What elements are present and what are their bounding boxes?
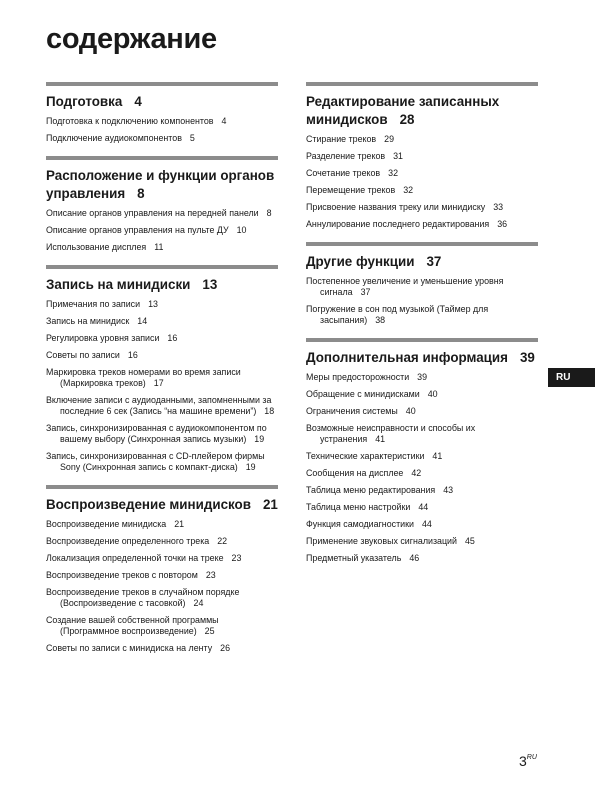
toc-entry (306, 151, 538, 162)
section-heading (46, 93, 278, 111)
toc-entry-page: 29 (384, 134, 395, 144)
toc-entry-text: Советы по записи (46, 350, 120, 360)
toc-entry (46, 570, 278, 581)
section-heading (46, 167, 278, 203)
toc-entry-page: 8 (266, 208, 272, 218)
toc-entry (46, 643, 278, 654)
toc-entry (46, 536, 278, 547)
toc-entry-page: 33 (493, 202, 504, 212)
toc-entry-text: Сообщения на дисплее (306, 468, 404, 478)
toc-entry-text: Воспроизведение треков с повтором (46, 570, 198, 580)
toc-entry-page: 4 (221, 116, 227, 126)
toc-entry-text: Запись на минидиск (46, 316, 130, 326)
toc-entry (306, 406, 538, 417)
toc-entry (306, 168, 538, 179)
toc-entry-page: 31 (393, 151, 403, 161)
section-divider (46, 265, 278, 269)
toc-entry-text: Меры предосторожности (306, 372, 410, 382)
toc-entry-page: 41 (375, 434, 386, 444)
toc-entry (306, 451, 538, 462)
toc-entry-page: 26 (220, 643, 231, 653)
page-title: содержание (46, 23, 217, 55)
toc-entry (306, 134, 538, 145)
toc-entry-page: 42 (411, 468, 422, 478)
toc-entry-page: 43 (443, 485, 454, 495)
toc-entry (46, 587, 278, 609)
toc-entry-text: Стирание треков (306, 134, 377, 144)
section-heading-page: 4 (134, 94, 142, 109)
toc-entry-page: 19 (254, 434, 265, 444)
section-heading-text: Расположение и функции органов управления (46, 168, 275, 201)
toc-entry-text: Использование дисплея (46, 242, 147, 252)
toc-entry-page: 40 (427, 389, 438, 399)
toc-entry-page: 13 (148, 299, 158, 309)
toc-entry-text: Функция самодиагностики (306, 519, 414, 529)
toc-entry-text: Технические характеристики (306, 451, 425, 461)
toc-entry-text: Присвоение названия треку или минидиску (306, 202, 486, 212)
section-heading-text: Подготовка (46, 94, 123, 109)
page-number (519, 750, 537, 769)
toc-entry-text: Регулировка уровня записи (46, 333, 160, 343)
toc-entry-text: Подготовка к подключению компонентов (46, 116, 214, 126)
section-heading-text: Редактирование записанных минидисков (306, 94, 500, 127)
toc-entry-text: Создание вашей собственной программы (Программное воспроизведение) (46, 615, 219, 636)
toc-entry-page: 11 (154, 242, 164, 252)
toc-entry (46, 242, 278, 253)
toc-entry (46, 553, 278, 564)
toc-entry (306, 485, 538, 496)
toc-entry-text: Постепенное увеличение и уменьшение уровня сигнала (306, 276, 504, 297)
toc-entry (46, 367, 278, 389)
section-heading-text: Воспроизведение минидисков (46, 497, 251, 512)
toc-entry-page: 39 (417, 372, 428, 382)
toc-entry-text: Подключение аудиокомпонентов (46, 133, 182, 143)
toc-entry-text: Перемещение треков (306, 185, 396, 195)
toc-entry-page: 37 (360, 287, 371, 297)
section-heading-page: 13 (202, 277, 218, 292)
toc-entry-text: Воспроизведение минидиска (46, 519, 167, 529)
toc-entry (306, 536, 538, 547)
section-divider (46, 156, 278, 160)
section-heading (306, 253, 538, 271)
toc-entry-text: Аннулирование последнего редактирования (306, 219, 490, 229)
toc-section (46, 156, 278, 253)
toc-entry-text: Ограничения системы (306, 406, 398, 416)
toc-entry-text: Локализация определенной точки на треке (46, 553, 224, 563)
toc-entry (306, 202, 538, 213)
toc-entry-text: Сочетание треков (306, 168, 381, 178)
toc-entry (46, 350, 278, 361)
section-heading-page: 39 (519, 350, 535, 365)
section-heading (306, 93, 538, 129)
toc-entry-page: 17 (153, 378, 164, 388)
toc-entry-page: 18 (264, 406, 275, 416)
section-heading-text: Дополнительная информация (306, 350, 508, 365)
toc-entry (306, 519, 538, 530)
toc-entry (46, 615, 278, 637)
toc-entry-page: 32 (403, 185, 414, 195)
section-heading-text: Другие функции (306, 254, 415, 269)
toc-section (46, 485, 278, 654)
section-heading-page: 37 (426, 254, 442, 269)
toc-entry-text: Воспроизведение треков в случайном порядке (Воспроизведение с тасовкой) (46, 587, 240, 608)
toc-entry-page: 44 (421, 519, 432, 529)
toc-section (306, 338, 538, 564)
toc-entry-page: 46 (409, 553, 420, 563)
toc-entry (46, 519, 278, 530)
toc-right-column (306, 82, 538, 576)
toc-entry-text: Применение звуковых сигнализаций (306, 536, 457, 546)
toc-entry-text: Включение записи с аудиоданными, запомненными за последние 6 сек (Запись “на машине времени”) (46, 395, 272, 416)
toc-entry-page: 16 (167, 333, 178, 343)
section-divider (306, 82, 538, 86)
toc-entry-page: 5 (189, 133, 195, 143)
toc-section (46, 82, 278, 144)
toc-entry-page: 23 (231, 553, 242, 563)
toc-entry-page: 41 (432, 451, 443, 461)
toc-entry-text: Воспроизведение определенного трека (46, 536, 210, 546)
toc-entry (46, 225, 278, 236)
toc-entry (306, 502, 538, 513)
toc-entry (46, 208, 278, 219)
section-divider (306, 242, 538, 246)
section-divider (46, 82, 278, 86)
toc-left-column (46, 82, 278, 666)
toc-entry (306, 219, 538, 230)
section-heading-text: Запись на минидиски (46, 277, 191, 292)
toc-entry-page: 25 (204, 626, 215, 636)
toc-entry (46, 116, 278, 127)
toc-entry-text: Погружение в сон под музыкой (Таймер для засыпания) (306, 304, 489, 325)
toc-section (306, 82, 538, 230)
toc-entry (46, 133, 278, 144)
toc-entry-page: 16 (127, 350, 138, 360)
toc-entry-page: 10 (236, 225, 247, 235)
toc-entry (46, 423, 278, 445)
toc-entry-text: Запись, синхронизированная с аудиокомпонентом по вашему выбору (Синхронная запись музыки) (46, 423, 267, 444)
toc-entry-text: Обращение с минидисками (306, 389, 420, 399)
toc-section (46, 265, 278, 473)
page-number-suffix: RU (526, 754, 537, 761)
toc-entry (306, 389, 538, 400)
toc-entry-page: 44 (418, 502, 429, 512)
section-heading (46, 496, 278, 514)
toc-entry-page: 32 (388, 168, 399, 178)
section-heading (306, 349, 538, 367)
toc-entry-page: 21 (174, 519, 185, 529)
toc-entry (46, 299, 278, 310)
toc-entry-page: 24 (193, 598, 204, 608)
toc-entry (306, 276, 538, 298)
toc-entry (46, 316, 278, 327)
toc-entry (306, 185, 538, 196)
toc-entry-text: Разделение треков (306, 151, 386, 161)
section-heading (46, 276, 278, 294)
toc-entry (306, 553, 538, 564)
page-number-value: 3 (519, 753, 527, 769)
section-heading-page: 21 (262, 497, 278, 512)
toc-entry-page: 45 (464, 536, 475, 546)
toc-entry-text: Примечания по записи (46, 299, 141, 309)
toc-entry-page: 36 (497, 219, 508, 229)
toc-entry-text: Запись, синхронизированная с CD-плейером фирмы Sony (Синхронная запись с компакт-диска) (46, 451, 265, 472)
toc-entry-page: 38 (375, 315, 386, 325)
toc-entry-text: Таблица меню редактирования (306, 485, 436, 495)
language-tab: RU (548, 368, 595, 387)
toc-entry-text: Описание органов управления на передней панели (46, 208, 259, 218)
toc-entry (306, 372, 538, 383)
toc-entry-text: Маркировка треков номерами во время записи (Маркировка треков) (46, 367, 241, 388)
toc-entry (46, 333, 278, 344)
toc-entry-text: Таблица меню настройки (306, 502, 411, 512)
toc-entry (306, 304, 538, 326)
toc-entry-page: 23 (205, 570, 216, 580)
toc-entry-text: Описание органов управления на пульте ДУ (46, 225, 229, 235)
toc-entry (46, 451, 278, 473)
toc-entry-text: Советы по записи с минидиска на ленту (46, 643, 213, 653)
section-heading-page: 8 (137, 186, 145, 201)
toc-entry-text: Предметный указатель (306, 553, 402, 563)
toc-entry (306, 468, 538, 479)
section-heading-page: 28 (399, 112, 415, 127)
toc-entry-page: 14 (137, 316, 148, 326)
toc-entry (306, 423, 538, 445)
section-divider (306, 338, 538, 342)
toc-entry-page: 19 (245, 462, 256, 472)
toc-entry-page: 40 (405, 406, 416, 416)
toc-entry (46, 395, 278, 417)
toc-entry-page: 22 (217, 536, 228, 546)
toc-entry-text: Возможные неисправности и способы их устранения (306, 423, 476, 444)
section-divider (46, 485, 278, 489)
toc-section (306, 242, 538, 326)
